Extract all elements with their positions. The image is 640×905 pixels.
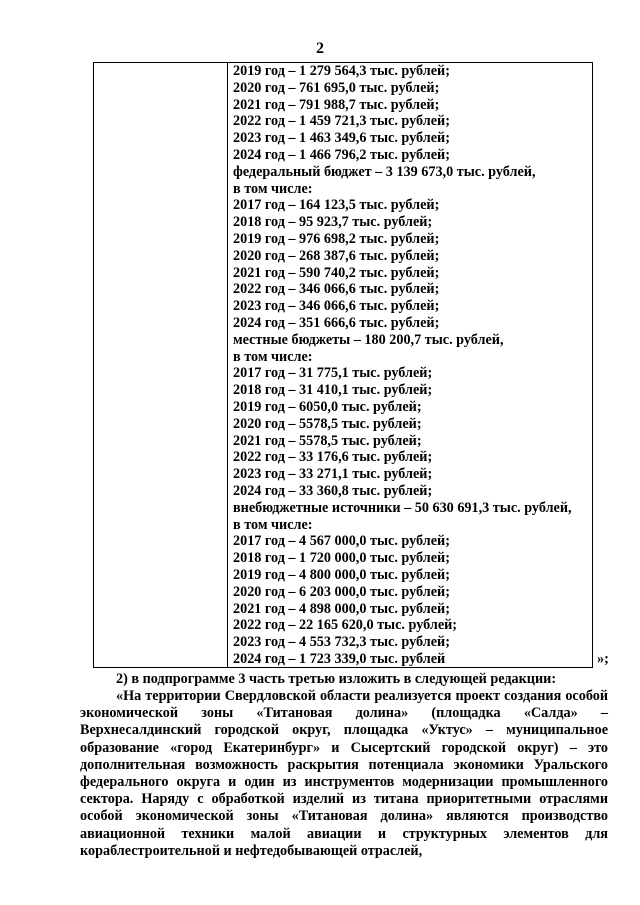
funding-line: 2024 год – 1 723 339,0 тыс. рублей bbox=[233, 650, 446, 667]
funding-line: 2019 год – 1 279 564,3 тыс. рублей; bbox=[233, 63, 450, 79]
funding-line: внебюджетные источники – 50 630 691,3 тыс. рублей, bbox=[233, 499, 572, 516]
funding-line: 2017 год – 4 567 000,0 тыс. рублей; bbox=[233, 533, 450, 550]
funding-line: 2023 год – 33 271,1 тыс. рублей; bbox=[233, 466, 433, 483]
page-number: 2 bbox=[316, 40, 324, 57]
funding-line: 2022 год – 1 459 721,3 тыс. рублей; bbox=[233, 113, 450, 130]
funding-line: в том числе: bbox=[233, 516, 313, 533]
funding-line: местные бюджеты – 180 200,7 тыс. рублей, bbox=[233, 331, 504, 348]
funding-line: 2021 год – 4 898 000,0 тыс. рублей; bbox=[233, 600, 450, 617]
closing-quote-mark: »; bbox=[597, 651, 609, 667]
funding-line: 2020 год – 761 695,0 тыс. рублей; bbox=[233, 79, 440, 96]
funding-line: 2017 год – 31 775,1 тыс. рублей; bbox=[233, 365, 433, 382]
funding-line: в том числе: bbox=[233, 348, 313, 365]
quoted-text-paragraph: «На территории Свердловской области реализуется проект создания особой экономической зоны «Титановая долина» (площадка «Салда» – Верхнесалдинский городской округ, площадка «Уктус» – муниципальное образование «город Екатеринбург» и Сысертский городской округ) – это дополнительная возможность раскрытия потенциала экономики Уральского федерального округа и один из инструментов модернизации промышленного сектора. Наряду с обработкой изделий из титана приоритетными отраслями особой экономической зоны «Титановая долина» являются производство авиационной техники малой авиации и структурных элементов для кораблестроительной и нефтедобывающей отраслей, bbox=[80, 688, 608, 859]
funding-line: 2017 год – 164 123,5 тыс. рублей; bbox=[233, 197, 440, 214]
funding-line: 2024 год – 351 666,6 тыс. рублей; bbox=[233, 314, 440, 331]
funding-line: 2019 год – 976 698,2 тыс. рублей; bbox=[233, 230, 440, 247]
funding-line: 2023 год – 1 463 349,6 тыс. рублей; bbox=[233, 130, 450, 147]
funding-line: 2022 год – 22 165 620,0 тыс. рублей; bbox=[233, 617, 458, 634]
amendment-item-paragraph: 2) в подпрограмме 3 часть третью изложить в следующей редакции: bbox=[116, 671, 557, 687]
funding-line: 2023 год – 4 553 732,3 тыс. рублей; bbox=[233, 634, 450, 651]
funding-line: 2024 год – 1 466 796,2 тыс. рублей; bbox=[233, 146, 450, 163]
funding-line: 2022 год – 346 066,6 тыс. рублей; bbox=[233, 281, 440, 298]
funding-line: 2021 год – 5578,5 тыс. рублей; bbox=[233, 432, 422, 449]
funding-line: 2020 год – 6 203 000,0 тыс. рублей; bbox=[233, 583, 450, 600]
funding-line: 2021 год – 791 988,7 тыс. рублей; bbox=[233, 96, 440, 113]
funding-line: 2020 год – 5578,5 тыс. рублей; bbox=[233, 415, 422, 432]
funding-line: 2019 год – 6050,0 тыс. рублей; bbox=[233, 398, 422, 415]
funding-line: федеральный бюджет – 3 139 673,0 тыс. рублей, bbox=[233, 163, 536, 180]
funding-line: 2018 год – 1 720 000,0 тыс. рублей; bbox=[233, 550, 450, 567]
funding-line: 2020 год – 268 387,6 тыс. рублей; bbox=[233, 247, 440, 264]
funding-line: 2019 год – 4 800 000,0 тыс. рублей; bbox=[233, 566, 450, 583]
funding-line: 2018 год – 31 410,1 тыс. рублей; bbox=[233, 382, 433, 399]
funding-line: 2023 год – 346 066,6 тыс. рублей; bbox=[233, 298, 440, 315]
funding-line: 2018 год – 95 923,7 тыс. рублей; bbox=[233, 214, 433, 231]
funding-line: 2021 год – 590 740,2 тыс. рублей; bbox=[233, 264, 440, 281]
funding-line: в том числе: bbox=[233, 180, 313, 197]
funding-lines-list bbox=[233, 63, 593, 668]
funding-line: 2024 год – 33 360,8 тыс. рублей; bbox=[233, 482, 433, 499]
funding-line: 2022 год – 33 176,6 тыс. рублей; bbox=[233, 449, 433, 466]
table-column-divider bbox=[227, 62, 228, 668]
